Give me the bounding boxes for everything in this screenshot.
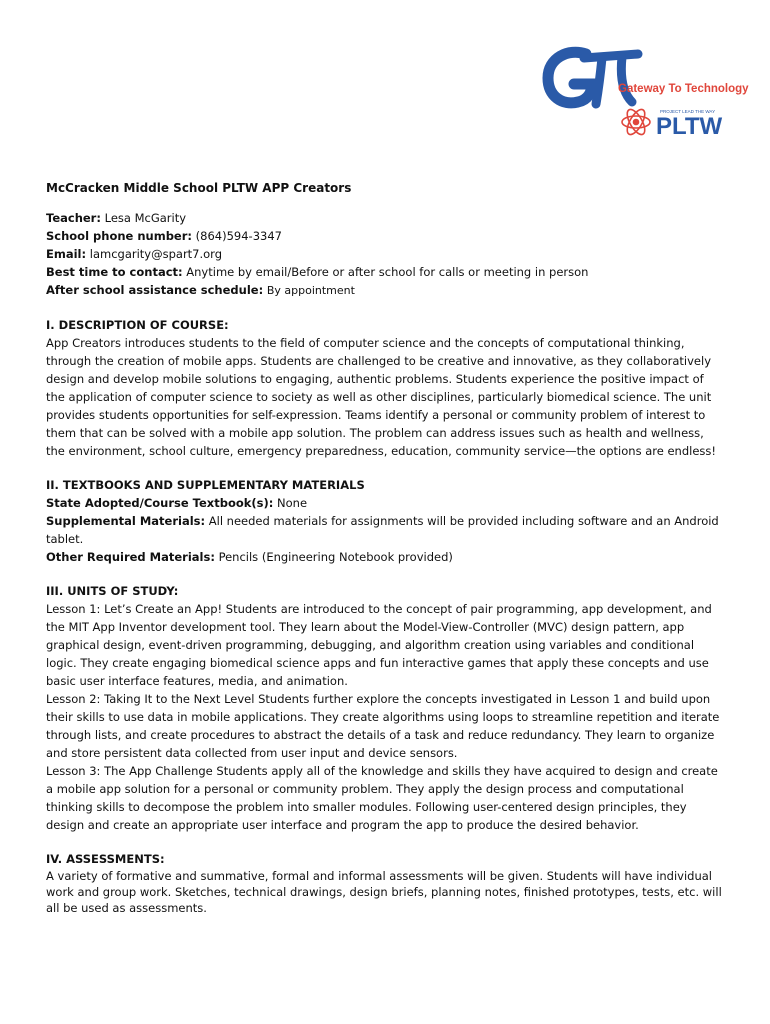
- section-heading-textbooks: II. TEXTBOOKS AND SUPPLEMENTARY MATERIALS: [46, 478, 365, 492]
- spacer: [46, 566, 724, 582]
- supplemental-line: [46, 512, 724, 548]
- state-textbook-value: None: [277, 496, 308, 510]
- teacher-line: [46, 209, 724, 227]
- email-value: lamcgarity@spart7.org: [89, 247, 223, 261]
- lesson-1-paragraph: Lesson 1: Let’s Create an App! Students are introduced to the concept of pair programming, app development, and the MIT App Inventor development tool. They learn about the Model-View-Controller (MVC) design pattern, app graphical design, event-driven programming, debugging, and algorithm creation using variables and conditional logic. They create engaging biomedical science apps and fun interactive games that apply these concepts and use basic user interface features, media, and animation.: [46, 602, 712, 688]
- logo-tagline: PROJECT LEAD THE WAY: [660, 109, 716, 114]
- logo-brand-text: Gateway To Technology: [618, 83, 749, 95]
- best-time-line: [46, 263, 724, 281]
- other-materials-label: Other Required Materials:: [46, 550, 215, 564]
- gt-pltw-logo-graphic: [540, 40, 750, 140]
- phone-value: (864)594-3347: [195, 229, 282, 243]
- description-paragraph: App Creators introduces students to the field of computer science and the concepts of computational thinking, through the creation of mobile apps. Students are challenged to be creative and innovative, as they collaboratively design and develop mobile solutions to engaging, authentic problems. Students experience the positive impact of the application of computer science to society as well as other disciplines, particularly biomedical science. The unit provides students opportunities for self-expression. Teams identify a personal or community problem of interest to them that can be solved with a mobile app solution. The problem can address issues such as health and wellness, the environment, school culture, emergency preparedness, education, community service—the options are endless!: [46, 336, 716, 458]
- assistance-line: [46, 281, 724, 300]
- spacer: [46, 834, 724, 850]
- section-heading-assessments: IV. ASSESSMENTS:: [46, 852, 165, 866]
- teacher-label: Teacher:: [46, 211, 101, 225]
- assistance-value: By appointment: [266, 284, 355, 297]
- section-heading-description: I. DESCRIPTION OF COURSE:: [46, 318, 229, 332]
- supplemental-value: All needed materials for assignments will be provided including software and an Android tablet.: [46, 514, 719, 546]
- course-syllabus: [46, 179, 724, 916]
- spacer: [46, 460, 724, 476]
- lesson-2-paragraph: Lesson 2: Taking It to the Next Level Students further explore the concepts investigated in Lesson 1 and build upon their skills to use data in mobile applications. They create algorithms using loops to streamline repetition and iterate through lists, and create procedures to abstract the details of a task and reduce redundancy. They learn to organize and store persistent data collected from user input and device sensors.: [46, 692, 720, 760]
- phone-line: [46, 227, 724, 245]
- assessments-paragraph: A variety of formative and summative, formal and informal assessments will be given. Students will have individual work and group work. Sketches, technical drawings, design briefs, planning notes, finished prototypes, tests, etc. will all be used as assessments.: [46, 869, 722, 915]
- state-textbook-line: [46, 494, 724, 512]
- phone-label: School phone number:: [46, 229, 193, 243]
- section-heading-units: III. UNITS OF STUDY:: [46, 584, 179, 598]
- best-time-label: Best time to contact:: [46, 265, 183, 279]
- other-materials-line: [46, 548, 724, 566]
- lesson-3-paragraph: Lesson 3: The App Challenge Students apply all of the knowledge and skills they have acquired to design and create a mobile app solution for a personal or community problem. They apply the design process and computational thinking skills to decompose the problem into smaller modules. Following user-centered design principles, they design and create an appropriate user interface and program the app to produce the desired behavior.: [46, 764, 718, 832]
- best-time-value: Anytime by email/Before or after school for calls or meeting in person: [186, 265, 589, 279]
- spacer: [46, 300, 724, 316]
- email-label: Email:: [46, 247, 87, 261]
- supplemental-label: Supplemental Materials:: [46, 514, 206, 528]
- other-materials-value: Pencils (Engineering Notebook provided): [218, 550, 453, 564]
- logo-org: PLTW: [656, 113, 723, 140]
- atom-icon: [622, 107, 650, 137]
- gateway-pltw-logo: [540, 40, 750, 140]
- email-line: [46, 245, 724, 263]
- assistance-label: After school assistance schedule:: [46, 283, 264, 297]
- state-textbook-label: State Adopted/Course Textbook(s):: [46, 496, 274, 510]
- page-title: McCracken Middle School PLTW APP Creators: [46, 181, 352, 195]
- teacher-value: Lesa McGarity: [104, 211, 187, 225]
